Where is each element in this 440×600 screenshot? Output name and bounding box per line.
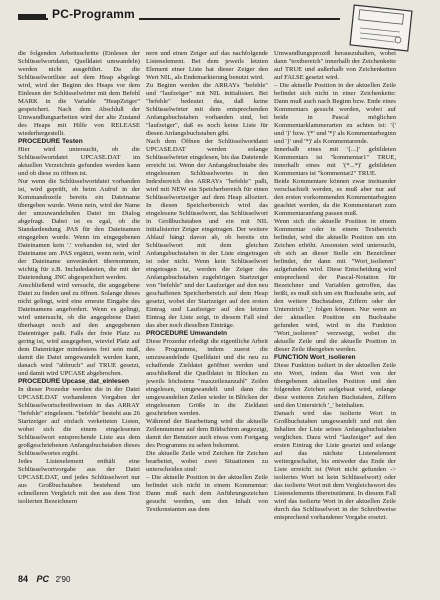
body-paragraph: Die aktuelle Zeile wird Zeichen für Zeichen bearbeitet, wobei zwei Situationen zu unterscheiden sind: (146, 450, 268, 473)
body-paragraph: – Die aktuelle Position in der aktuellen Zeile befindet sich nicht in einer Zeichenkette: Dann muß auch nach Beginn bzw. Ende eines Kommentars gesucht werden, wobei auf beide in Pascal möglichen Kommentarklammerarten zu achten ist: '{' und '}' bzw. '(*' und '*)' als Kommentarbeginn und '}' und '*)' als Kommentarende. (274, 82, 396, 145)
body-paragraph: die folgenden Arbeitsschritte (Einlesen der Schlüsselwortdatei, Quelldatei umwandeln) werden nicht ausgeführt. Da die Schlüsselwortliste auf dem Heap abgelegt wird, wird der Beginn des Heaps vor dem Einlesen der Schlüsselwörter mit dem Befehl MARK in die Variable "HeapZeiger" gespeichert. Nach dem Abschluß der Umwandlungsarbeiten wird der alte Zustand des Heaps mit Hilfe von RELEASE wiederhergestellt. (18, 50, 140, 137)
body-paragraph: Während der Bearbeitung wird die aktuelle Zeilennummer auf dem Bildschirm angezeigt, damit der Benutzer auch etwas vom Fortgang des Programms zu sehen bekommt. (146, 418, 268, 449)
body-paragraph: nern und einen Zeiger auf das nachfolgende Listenelement. Bei dem jeweils letzten Element einer Liste hat dieser Zeiger den Wert NIL, als Endemarkierung benutzt wird. (146, 50, 268, 81)
body-paragraph: Zu Beginn werden die ARRAYs "befehle" und "laufzeiger" mit NIL initialisiert. Bei "befehle" bedeutet das, daß keine Schlüsselwörter mit dem entsprechenden Anfangsbuchstaben vorhanden sind, bei "laufzeiger", daß es noch keine Liste für diesen Anfangsbuchstaben gibt. (146, 82, 268, 137)
section-heading: PROCEDURE Testen (18, 138, 83, 145)
body-paragraph: Hier wird untersucht, ob die Schlüsselwortdatei UPCASE.DAT im aktuellen Verzeichnis gefunden werden kann und ob diese zu öffnen ist. (18, 146, 140, 177)
section-title: PC-Programm (48, 7, 139, 21)
text-column-3 (274, 50, 396, 568)
body-paragraph: In dieser Prozedur werden die in der Datei UPCASE.DAT vorhandenen Vorgaben der Schlüsselwortschreibweisen in das ARRAY "befehle" eingelesen. "befehle" besteht aus 26 Startzeiger auf einfach verketteten Listen, wobei sich die einem eingelesenen Schlüsselwort entsprechende Liste aus dem großgeschriebenen Anfangsbuchstaben dieses Schlüsselwortes ergibt. (18, 386, 140, 457)
body-paragraph: Anschließend wird versucht, die angegebene Datei zu finden und zu öffnen. Solange dieses nicht gelingt, wird eine erneute Eingabe des Dateinamens angefordert. Wenn es gelingt, wird untersucht, ob die angegebene Datei überhaupt noch auf den angegebenen Datenträger paßt. Falls der freie Platz zu gering ist, wird ausgegeben, wieviel Platz auf dem Datenträger mindestens frei sein muß, damit die Datei umgewandelt werden kann, danach wird "abbruch" auf TRUE gesetzt, und damit wird UPCASE abgebrochen. (18, 282, 140, 377)
magazine-name: PC (36, 574, 50, 584)
body-paragraph: Umwandlungsprozeß herauszuhalten, wobei dann "textbereich" innerhalb der Zeichenkette auf TRUE und außerhalb von Zeichenketten auf FALSE gesetzt wird. (274, 50, 396, 81)
text-column-1 (18, 50, 140, 568)
page-number: 84 (18, 574, 29, 584)
body-paragraph: Innerhalb eines mit '{...}' gebildeten Kommentars ist "kommentar1" TRUE, innerhalb eines mit '(*...*)' gebildeten Kommentars ist "kommentar2" TRUE. (274, 146, 396, 177)
section-heading: PROCEDURE Umwandeln (146, 330, 227, 337)
body-paragraph: Beide Kommentare können zwar ineinander verschachtelt werden, es muß aber nur auf den ersten vorkommenden Kommentarbeginn geachtet werden, da die Kommentarart zum Kommentaranfang passen muß. (274, 178, 396, 217)
body-paragraph: Nur wenn die Schlüsselwortdatei vorhanden ist, wird geprüft, ob beim Aufruf in der Kommandozeile bereits ein Dateiname übergeben wurde. Wenn nein, wird der Name der umzuwandelnden Datei im Dialog abgefragt. Dabei ist es egal, ob die Standardendung .PAS für den Dateinamen eingegeben wurde. Wenn im eingegebenen Dateinamen kein '.' vorhanden ist, wird der Dateiname um .PAS ergänzt, wenn nein, wird der Dateiname unverändert übernommen, wichtig für z.B. Includedateien, die mit der Dateiendung .INC abgespeichert werden. (18, 178, 140, 281)
disk-logo-icon (348, 4, 414, 52)
body-paragraph: Jedes Listenelement enthält eine Schlüsselwortvorgabe aus der Datei UPCASE.DAT, und jedes Schlüsselwort nur aus Großbuchstaben bestehend um schnelleren Vergleich mit den aus dem Text isolierten Bezeichnern (18, 458, 140, 505)
page-header (18, 6, 422, 28)
section-heading: FUNCTION Wort_isolieren (274, 354, 356, 361)
body-paragraph: Diese Prozedur erledigt die eigentliche Arbeit des Programms, indem zuerst die umzuwandelnde Quelldatei und die neu zu schaffende Zieldatei geöffnet werden und anschließend die Quelldatei in Blöcken zu jeweils höchstens "maxzeilenanzahl" Zeilen eingelesen, umgewandelt und dann die umgewandelten Zeilen wieder in Blöcken der eingelesenen Größe in die Zieldatei geschrieben werden. (146, 338, 268, 417)
text-column-2 (146, 50, 268, 568)
body-paragraph: Diese Funktion isoliert in der aktuellen Zeile ein Wort, indem das Wort von der übergebenen aktuellen Position und den folgenden Zeichen aufgebaut wird, solange diese weiteren Zeichen Buchstaben, Ziffern und den Unterstrich '_' beinhalten. (274, 362, 396, 409)
issue-number: 2'90 (55, 575, 71, 584)
body-paragraph: Wenn sich die aktuelle Position in einem Kommentar oder in einem Textbereich befindet, wird die aktuelle Position um ein Zeichen erhöht. Ansonsten wird untersucht, ob sich an dieser Stelle ein Bezeichner befindet, der dann mit "Wort_isolieren" aufgefunden wird. Diese Entscheidung wird entsprechend der Pascal-Notation für Bezeichner und Variablen getroffen, das heißt, es muß sich um ein Buchstabe sein, auf den weitere Buchstaben, Ziffern oder der Unterstrich '_' folgen können. Nur wenn an der aktuellen Position ein Buchstabe gefunden wird, wird in die Funktion "Wort_isolieren" verzweigt, wobei die aktuelle Zeile und die aktuelle Position in dieser Zeile übergeben werden. (274, 218, 396, 353)
page-footer (18, 574, 70, 584)
body-paragraph: Nach dem Öffnen der Schlüsselwortdatei UPCASE.DAT werden solange Schlüsselwörter eingelesen, bis das Dateiende erreicht ist. Wenn der Anfangsbuchstabe des eingelesenen Schlüsselwortes in den Indexbereich des ARRAYs "befehle" paßt, wird mit NEW ein Speicherbereich für einen Schlüsselwortzeiger auf dem Heap alloziert. In diesen Speicherbereich wird das eingelesene Schlüsselwort, das Schlüsselwort in Großbuchstaben und ein mit NIL initialisierter Zeiger eingetragen. Der weitere Ablauf hängt davon ab, ob bereits ein Schlüsselwort mit dem gleichen Anfangsbuchstaben in der Liste eingetragen ist oder nicht. Wenn kein Schlüsselwort eingetragen ist, werden die Zeiger des Anfangsbuchstaben zugehörigen Startzeiger von "befehle" und der Laufzeiger auf den neu geschaffenen Speicherbereich auf dem Heap gesetzt, wobei der Startzeiger auf den ersten Eintrag und Laufzeiger auf den letzten Eintrag der Liste zeigt, in diesem Fall sind das aber noch dieselben Einträge. (146, 138, 268, 329)
body-paragraph: – Die aktuelle Position in der aktuellen Zeile befindet sich nicht in einem Kommentar: Dann muß nach dem Anführungszeichen gesucht werden, um den Inhalt von Textkonstanten aus dem (146, 474, 268, 513)
body-paragraph: Danach wird das isolierte Wort in Großbuchstaben umgewandelt und mit den Inhalten der Liste seines Anfangsbuchstaben verglichen. Dazu wird "laufzeiger" auf den ersten Eintrag der Liste gesetzt und solange auf das nächste Listenelement weitergeschaltet, bis entweder das Ende der Liste erreicht ist (Wort nicht gefunden -> isoliertes Wort ist kein Schlüsselwort) oder das isolierte Wort mit dem Vergleichswort des Listenelements übereinstimmt. In diesem Fall wird das isolierte Wort in der aktuellen Zeile durch das Schlüsselwort in der Schreibweise entsprechend vorhandener Vorgabe ersetzt. (274, 410, 396, 521)
section-heading: PROCEDURE Upcase_dat_einlesen (18, 378, 130, 385)
